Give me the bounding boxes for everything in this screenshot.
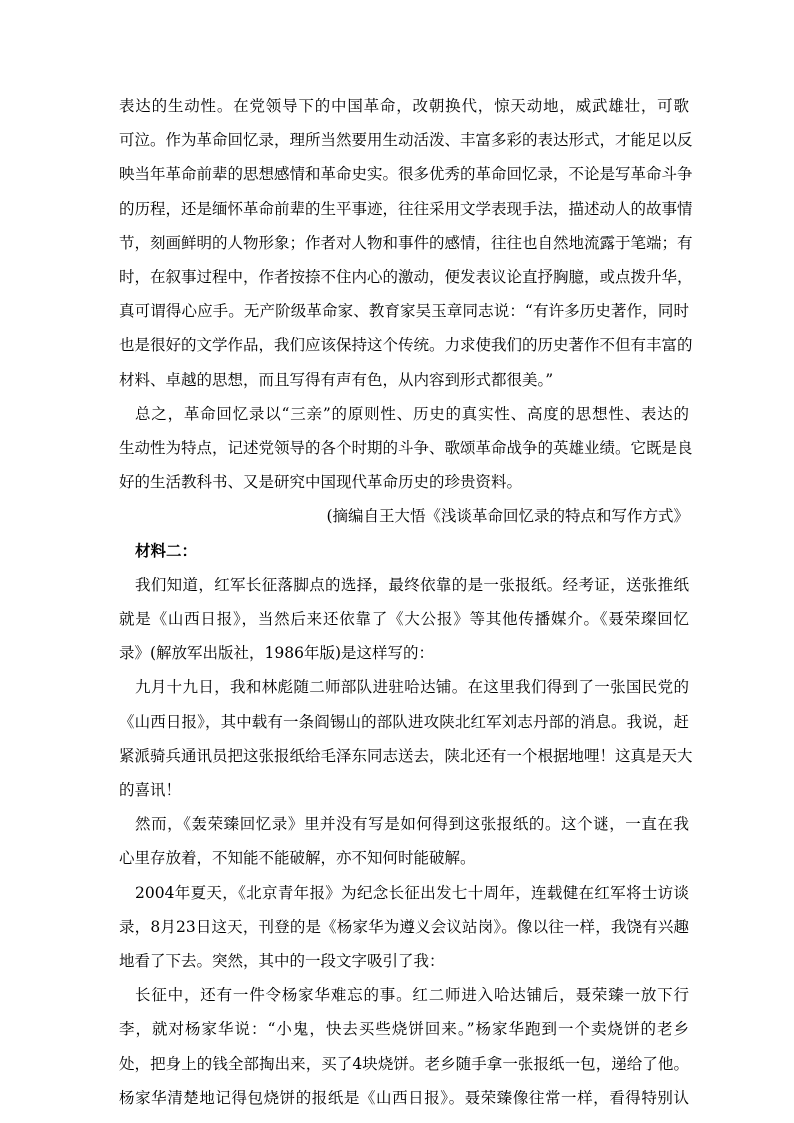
quote-first-line: 长征中，还有一件令杨家华难忘的事。红二师进入哈达铺后，聂荣臻一放下行 — [135, 986, 689, 1004]
source-citation: (摘编自王大悟《浅谈革命回忆录的特点和写作方式》 — [326, 507, 689, 525]
text-line: 录》(解放军出版社，1986年版)是这样写的： — [119, 644, 435, 662]
text-line: 心里存放着，不知能不能破解，亦不知何时能破解。 — [119, 849, 476, 867]
text-line: 可泣。作为革命回忆录，理所当然要用生动活泼、丰富多彩的表达形式，才能足以反 — [119, 131, 693, 149]
text-line: 真可谓得心应手。无产阶级革命家、教育家吴玉章同志说：“有许多历史著作，同时 — [119, 302, 689, 320]
paragraph-first-line: 然而，《轰荣臻回忆录》里并没有写是如何得到这张报纸的。这个谜，一直在我 — [135, 815, 689, 833]
paragraph-first-line: 我们知道，红军长征落脚点的选择，最终依靠的是一张报纸。经考证，送张推纸 — [135, 576, 689, 594]
text-line: 的历程，还是缅怀革命前辈的生平事迹，往往采用文学表现手法，描述动人的故事情 — [119, 200, 693, 218]
quote-first-line: 九月十九日，我和林彪随二师部队进驻哈达铺。在这里我们得到了一张国民党的 — [135, 678, 689, 696]
text-line: 材料、卓越的思想，而且写得有声有色，从内容到形式都很美。” — [119, 371, 554, 389]
text-line: 表达的生动性。在党领导下的中国革命，改朝换代，惊天动地，威武雄壮，可歌 — [119, 97, 689, 115]
quote-line: 的喜讯！ — [119, 781, 182, 799]
text-line: 地看了下去。突然，其中的一段文字吸引了我： — [119, 952, 445, 970]
text-line: 录，8月23日这天，刊登的是《杨家华为遵义会议站岗》。像以往一样，我饶有兴趣 — [119, 918, 689, 936]
quote-line: 紧派骑兵通讯员把这张报纸给毛泽东同志送去，陕北还有一个根据地哩！这真是天大 — [119, 747, 693, 765]
text-line: 就是《山西日报》，当然后来还依靠了《大公报》等其他传播媒介。《聂荣璨回忆 — [119, 610, 689, 628]
text-line: 也是很好的文学作品，我们应该保持这个传统。力求使我们的历史著作不但有丰富的 — [119, 336, 693, 354]
paragraph-first-line: 总之，革命回忆录以“三亲”的原则性、历史的真实性、高度的思想性、表达的 — [135, 405, 689, 423]
quote-line: 处，把身上的钱全部掏出来，买了4块烧饼。老乡随手拿一张报纸一包，递给了他。 — [119, 1055, 689, 1073]
text-line: 映当年革命前辈的思想感情和革命史实。很多优秀的革命回忆录，不论是写革命斗争 — [119, 165, 693, 183]
section-heading: 材料二： — [135, 541, 198, 560]
quote-line: 杨家华清楚地记得包烧饼的报纸是《山西日报》。聂荣臻像往常一样，看得特别认 — [119, 1089, 689, 1107]
paragraph-first-line: 2004年夏天，《北京青年报》为纪念长征出发七十周年，连载健在红军将士访谈 — [135, 884, 689, 902]
text-line: 生动性为特点，记述党领导的各个时期的斗争、歌颂革命战争的英雄业绩。它既是良 — [119, 439, 693, 457]
quote-line: 《山西日报》，其中载有一条阎锡山的部队进攻陕北红军刘志丹部的消息。我说，赶 — [119, 713, 689, 731]
text-line: 时，在叙事过程中，作者按捺不住内心的激动，便发表议论直抒胸臆，或点拨升华， — [119, 268, 693, 286]
quote-line: 李，就对杨家华说：“小鬼，快去买些烧饼回来。”杨家华跑到一个卖烧饼的老乡 — [119, 1020, 689, 1038]
text-line: 节，刻画鲜明的人物形象；作者对人物和事件的感情，往往也自然地流露于笔端；有 — [119, 234, 693, 252]
text-line: 好的生活教科书、又是研究中国现代革命历史的珍贵资料。 — [119, 473, 523, 491]
